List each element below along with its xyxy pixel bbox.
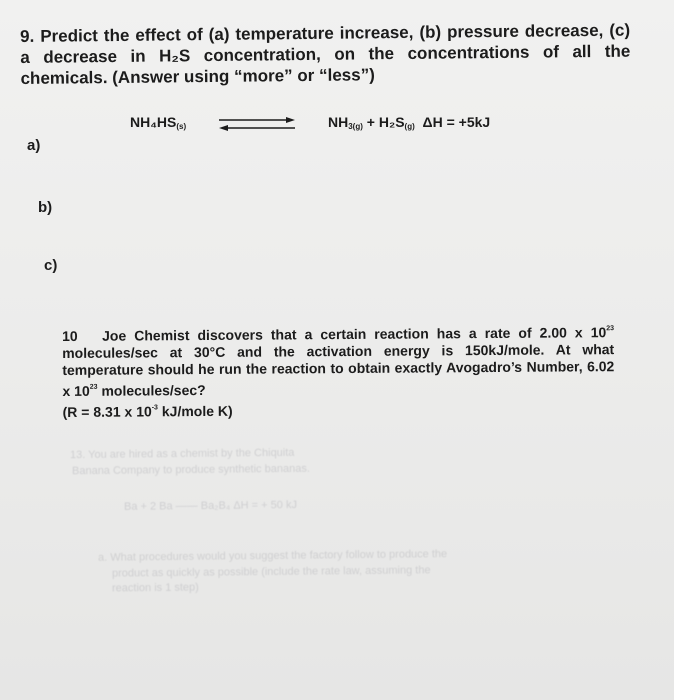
- question-10: [62, 320, 615, 421]
- q10-exp2: 23: [89, 383, 98, 391]
- q10-line1: Joe Chemist discovers that a certain reaction has a rate of 2.00 x 10: [102, 324, 607, 344]
- q10-r-exp: -3: [151, 404, 158, 412]
- bleed-line-5: product as quickly as possible (include the rate law, assuming the: [111, 564, 431, 580]
- bleed-line-6: reaction is 1 step): [111, 581, 199, 595]
- bleed-line-3: Ba + 2 Ba —— Ba₂B₄ ΔH = + 50 kJ: [123, 499, 298, 513]
- bleed-line-4: a. What procedures would you suggest the factory follow to produce the: [97, 548, 448, 564]
- q10-line2-post: molecules/sec?: [97, 381, 206, 399]
- product2-label: H₂S: [378, 114, 405, 130]
- q10-line2: molecules/sec at 30°C and the activation energy is 150kJ/mole. At what temperature should he run the reaction to obtain exactly Avogadro’s Number, 6.02 x 10: [62, 341, 615, 399]
- product2-state: (g): [404, 122, 415, 131]
- part-a-label: a): [27, 137, 41, 154]
- reactant-formula: [130, 114, 186, 131]
- q10-r-post: kJ/mole K): [157, 402, 233, 420]
- product1-label: NH: [328, 114, 349, 130]
- question-9-text: 9. Predict the effect of (a) temperature increase, (b) pressure decrease, (c) a decrease in H₂S concentration, on the concentrations of all the chemicals. (Answer using “more” or “less”): [20, 20, 631, 88]
- reactant-state: (s): [176, 122, 187, 131]
- question-10-number: 10: [62, 327, 78, 344]
- bleed-line-2: Banana Company to produce synthetic bananas.: [71, 462, 310, 478]
- product1-state: 3(g): [348, 122, 363, 131]
- reactant-label: NH₄HS: [130, 114, 177, 130]
- enthalpy-label: ΔH = +5kJ: [422, 114, 491, 130]
- products-formula: [328, 114, 490, 131]
- equilibrium-arrows-icon: [217, 115, 297, 133]
- plus-sign: +: [366, 114, 375, 130]
- bleed-line-1: 13. You are hired as a chemist by the Chiquita: [69, 446, 295, 462]
- part-b-label: b): [38, 199, 53, 216]
- q10-r-pre: (R = 8.31 x 10: [62, 403, 152, 420]
- part-c-label: c): [44, 257, 58, 274]
- q10-exp1: 23: [606, 325, 615, 333]
